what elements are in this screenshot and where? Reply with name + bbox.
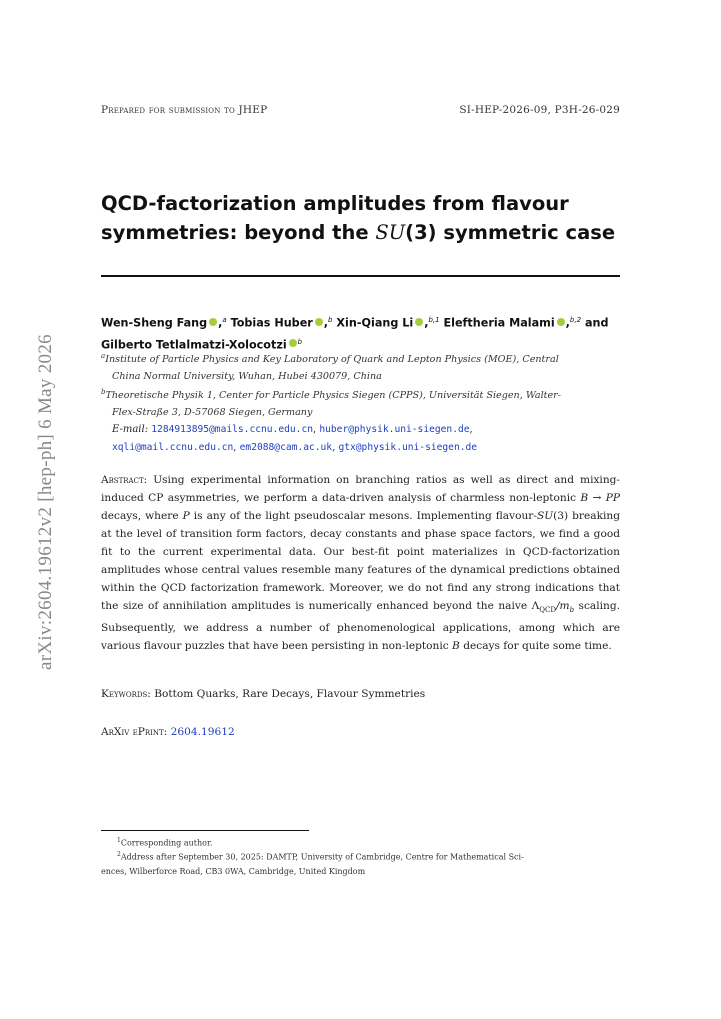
math: SU bbox=[536, 510, 554, 522]
author-name: Gilberto Tetlalmatzi-Xolocotzi bbox=[101, 338, 287, 352]
footnote-text: Address after September 30, 2025: DAMTP, University of Cambridge, Centre for Mathematical Sci- bbox=[120, 852, 524, 862]
abstract-text: decays for quite some time. bbox=[459, 640, 612, 653]
math-sub: QCD bbox=[539, 606, 556, 615]
affil-text: China Normal University, Wuhan, Hubei 430079, China bbox=[112, 371, 382, 383]
affil-text: Theoretische Physik 1, Center for Particle Physics Siegen (CPPS), Universität Siegen, Walter- bbox=[105, 390, 562, 402]
email-link[interactable]: xqli@mail.ccnu.edu.cn bbox=[112, 442, 234, 453]
abstract-text: is any of the light pseudoscalar mesons. Implementing flavour- bbox=[189, 510, 537, 522]
affiliation-a bbox=[101, 348, 621, 385]
title-line-1: QCD-factorization amplitudes from flavour bbox=[101, 192, 569, 215]
math: B bbox=[452, 640, 460, 653]
running-header-left: Prepared for submission to JHEP bbox=[101, 104, 268, 116]
keywords bbox=[101, 688, 425, 700]
author-affil: b,1 bbox=[428, 316, 440, 324]
footnote-num: 2 bbox=[117, 851, 121, 858]
author-list: Wen-Sheng Fang ,$^a$ Tobias Huber ,$^b$ Xin-Qiang Li ,$^{b,1}$ Eleftheria Malami ,$^{b,2}$ and Gilberto Tetlalmatzi-Xolocotzi $^b$ bbox=[101, 316, 609, 352]
author-affil: b bbox=[328, 316, 333, 324]
abstract-text: scaling. Subsequently, we address a number of phenomenological applications, among which are various flavour puzzles that have been persisting in non-leptonic bbox=[101, 600, 620, 653]
keywords-text: Bottom Quarks, Rare Decays, Flavour Symmetries bbox=[154, 688, 426, 700]
affiliation-b bbox=[101, 384, 621, 421]
eprint-link[interactable]: 2604.19612 bbox=[170, 726, 235, 738]
email-block: E-mail: 1284913895@mails.ccnu.edu.cn, huber@physik.uni-siegen.de, xqli@mail.ccnu.edu.cn, em2088@cam.ac.uk, gtx@physik.uni-siegen.de bbox=[112, 424, 478, 453]
author-affil: b,2 bbox=[569, 316, 582, 324]
footnote-text: ences, Wilberforce Road, CB3 0WA, Cambridge, United Kingdom bbox=[101, 866, 366, 876]
abstract-text: Using experimental information on branching ratios as well as direct and mixing-induced CP asymmetries, we perform a data-driven analysis of charmless non-leptonic bbox=[101, 474, 621, 504]
math: /m bbox=[555, 600, 570, 612]
orcid-icon[interactable] bbox=[209, 318, 217, 326]
eprint bbox=[101, 726, 235, 738]
footnote-2 bbox=[101, 848, 621, 879]
keywords-label: Keywords: bbox=[101, 688, 151, 700]
author-name: Eleftheria Malami bbox=[443, 316, 555, 330]
title-rule bbox=[101, 275, 620, 277]
title-line-2b: (3) symmetric case bbox=[405, 221, 616, 244]
title-line-2a: symmetries: beyond the bbox=[101, 221, 376, 244]
affil-label: a bbox=[101, 352, 106, 360]
paper-title bbox=[101, 189, 621, 247]
email-link[interactable]: 1284913895@mails.ccnu.edu.cn bbox=[151, 424, 313, 435]
author-name: Xin-Qiang Li bbox=[336, 316, 414, 330]
email-link[interactable]: huber@physik.uni-siegen.de bbox=[319, 424, 470, 435]
arxiv-stamp: arXiv:2604.19612v2 [hep-ph] 6 May 2026 bbox=[35, 334, 56, 670]
footnote-rule bbox=[101, 830, 309, 831]
footnote-num: 1 bbox=[117, 837, 121, 844]
orcid-icon[interactable] bbox=[289, 339, 297, 347]
email-label: E-mail: bbox=[112, 424, 149, 435]
author-affil: a bbox=[222, 316, 227, 324]
footnote-text: Corresponding author. bbox=[120, 838, 213, 848]
affil-text: Flex-Straße 3, D-57068 Siegen, Germany bbox=[112, 407, 313, 419]
email-link[interactable]: em2088@cam.ac.uk bbox=[239, 442, 333, 453]
math: P bbox=[182, 510, 190, 522]
author-affil: b bbox=[297, 337, 303, 346]
orcid-icon[interactable] bbox=[557, 318, 565, 326]
abstract-text: (3) breaking at the level of transition form factors, decay constants and phase space factors, we find a good fit to the current experimental data. Our best-fit point materializes in QCD-factorization amplitudes whose central values resemble many features of the dynamical predictions obtained within the QCD factorization framework. Moreover, we do not find any strong indications that the size of annihilation amplitudes is numerically enhanced beyond the naive bbox=[101, 510, 620, 612]
orcid-icon[interactable] bbox=[415, 318, 423, 326]
email-link[interactable]: gtx@physik.uni-siegen.de bbox=[338, 442, 478, 453]
author-name: Wen-Sheng Fang bbox=[101, 316, 208, 330]
eprint-label: ArXiv ePrint: bbox=[101, 726, 168, 738]
math: Λ bbox=[531, 600, 540, 612]
orcid-icon[interactable] bbox=[315, 318, 323, 326]
title-symbol: SU bbox=[375, 221, 406, 244]
abstract-label: Abstract: bbox=[101, 474, 148, 486]
affil-label: b bbox=[101, 388, 106, 396]
abstract-text: decays, where bbox=[101, 510, 183, 522]
authors-and: and bbox=[584, 316, 609, 330]
abstract bbox=[101, 471, 620, 655]
report-number: SI-HEP-2026-09, P3H-26-029 bbox=[459, 104, 620, 116]
math-sub: b bbox=[569, 606, 575, 615]
author-name: Tobias Huber bbox=[230, 316, 313, 330]
math: B → PP bbox=[580, 492, 620, 504]
affil-text: Institute of Particle Physics and Key Laboratory of Quark and Lepton Physics (MOE), Central bbox=[105, 354, 559, 366]
